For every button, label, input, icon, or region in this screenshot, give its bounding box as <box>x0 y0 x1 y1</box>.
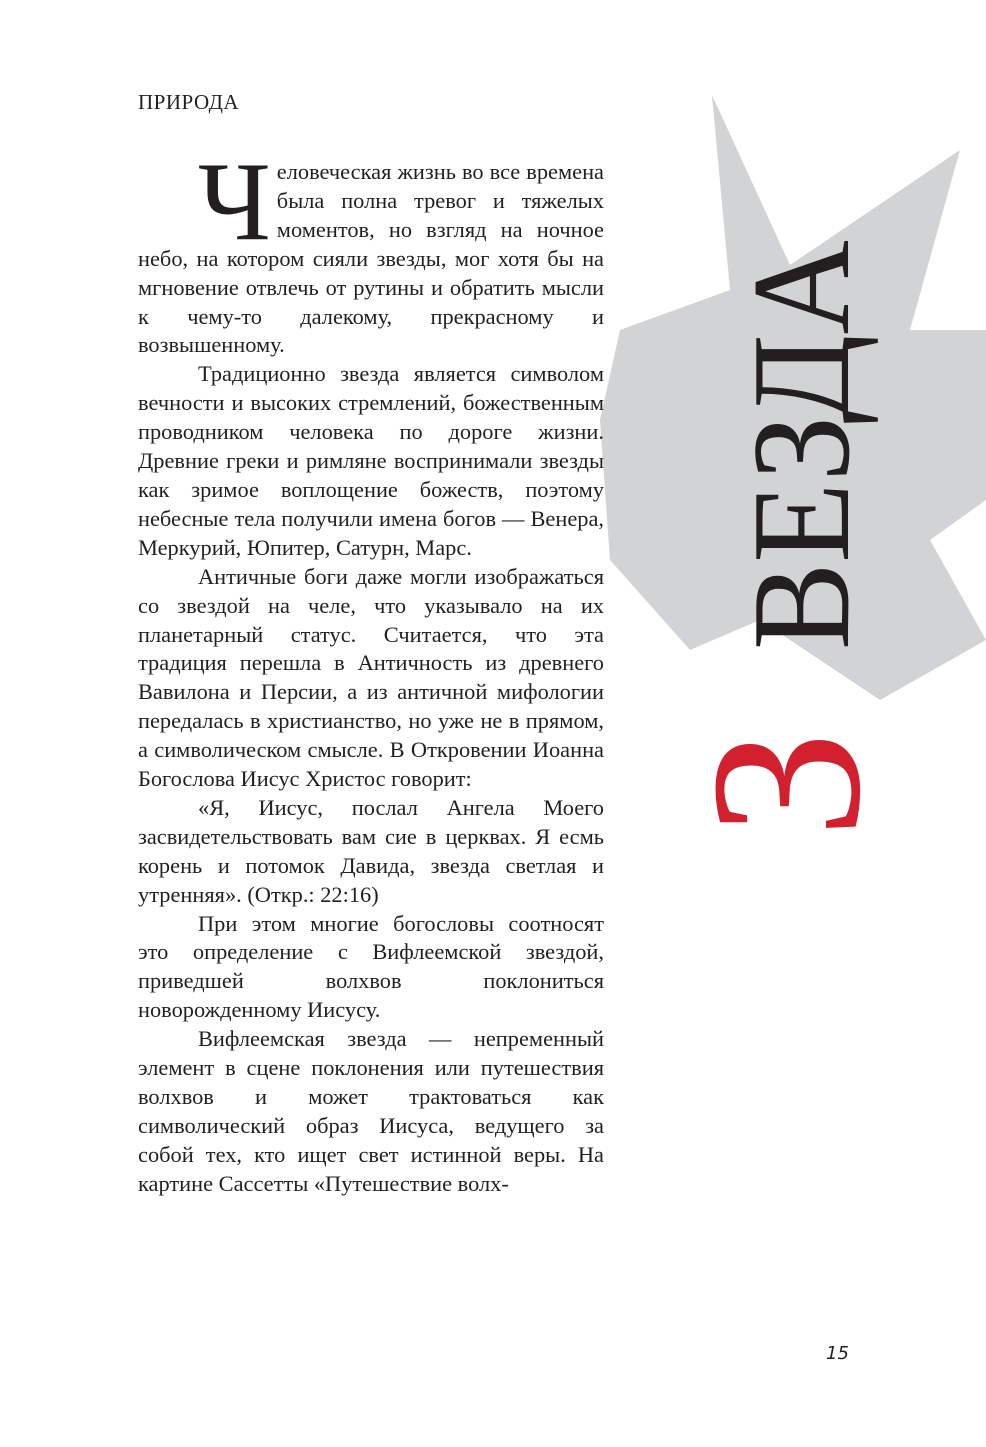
paragraph-text: еловеческая жизнь во все времена была полна тревог и тяжелых моментов, но взгляд на ночное небо, на котором сияли звезды, мог хотя бы на мгновение отвлечь от рутины и обратить мысли к чему-то далекому, прекрасному и возвышенному. <box>138 159 604 358</box>
vertical-title <box>632 211 905 840</box>
article-body <box>138 140 604 1199</box>
drop-cap: Ч <box>198 140 271 264</box>
title-rest: ВЕЗДА <box>724 211 879 650</box>
paragraph: «Я, Иисус, послал Ангела Моего засвидетельствовать вам сие в церквах. Я есмь корень и потомок Давида, звезда светлая и утренняя». (Откр.: 22:16) <box>138 794 604 907</box>
title-initial: З <box>666 730 905 838</box>
paragraph: Античные боги даже могли изображаться со звездой на челе, что указывало на их планетарный статус. Считается, что эта традиция перешла в Античность из древнего Вавилона и Персии, а из античной мифологии передалась в христианство, но уже не в прямом, а символическом смысле. В Откровении Иоанна Богослова Иисус Христос говорит: <box>138 563 604 792</box>
page-number: 15 <box>826 1343 849 1364</box>
paragraph: Вифлеемская звезда — непременный элемент в сцене поклонения или путешествия волхвов и может трактоваться как символический образ Иисуса, ведущего за собой тех, кто ищет свет истинной веры. На картине Сассетты «Путешествие волх- <box>138 1026 604 1196</box>
section-title: ПРИРОДА <box>138 90 240 114</box>
paragraph <box>138 140 604 360</box>
paragraph: При этом многие богословы соотносят это определение с Вифлеемской звездой, приведшей волхвов поклониться новорожденному Иисусу. <box>138 910 604 1023</box>
paragraph: Традиционно звезда является символом вечности и высоких стремлений, божественным проводником человека по дороге жизни. Древние греки и римляне воспринимали звезды как зримое воплощение божеств, поэтому небесные тела получили имена богов — Венера, Меркурий, Юпитер, Сатурн, Марс. <box>138 361 604 560</box>
